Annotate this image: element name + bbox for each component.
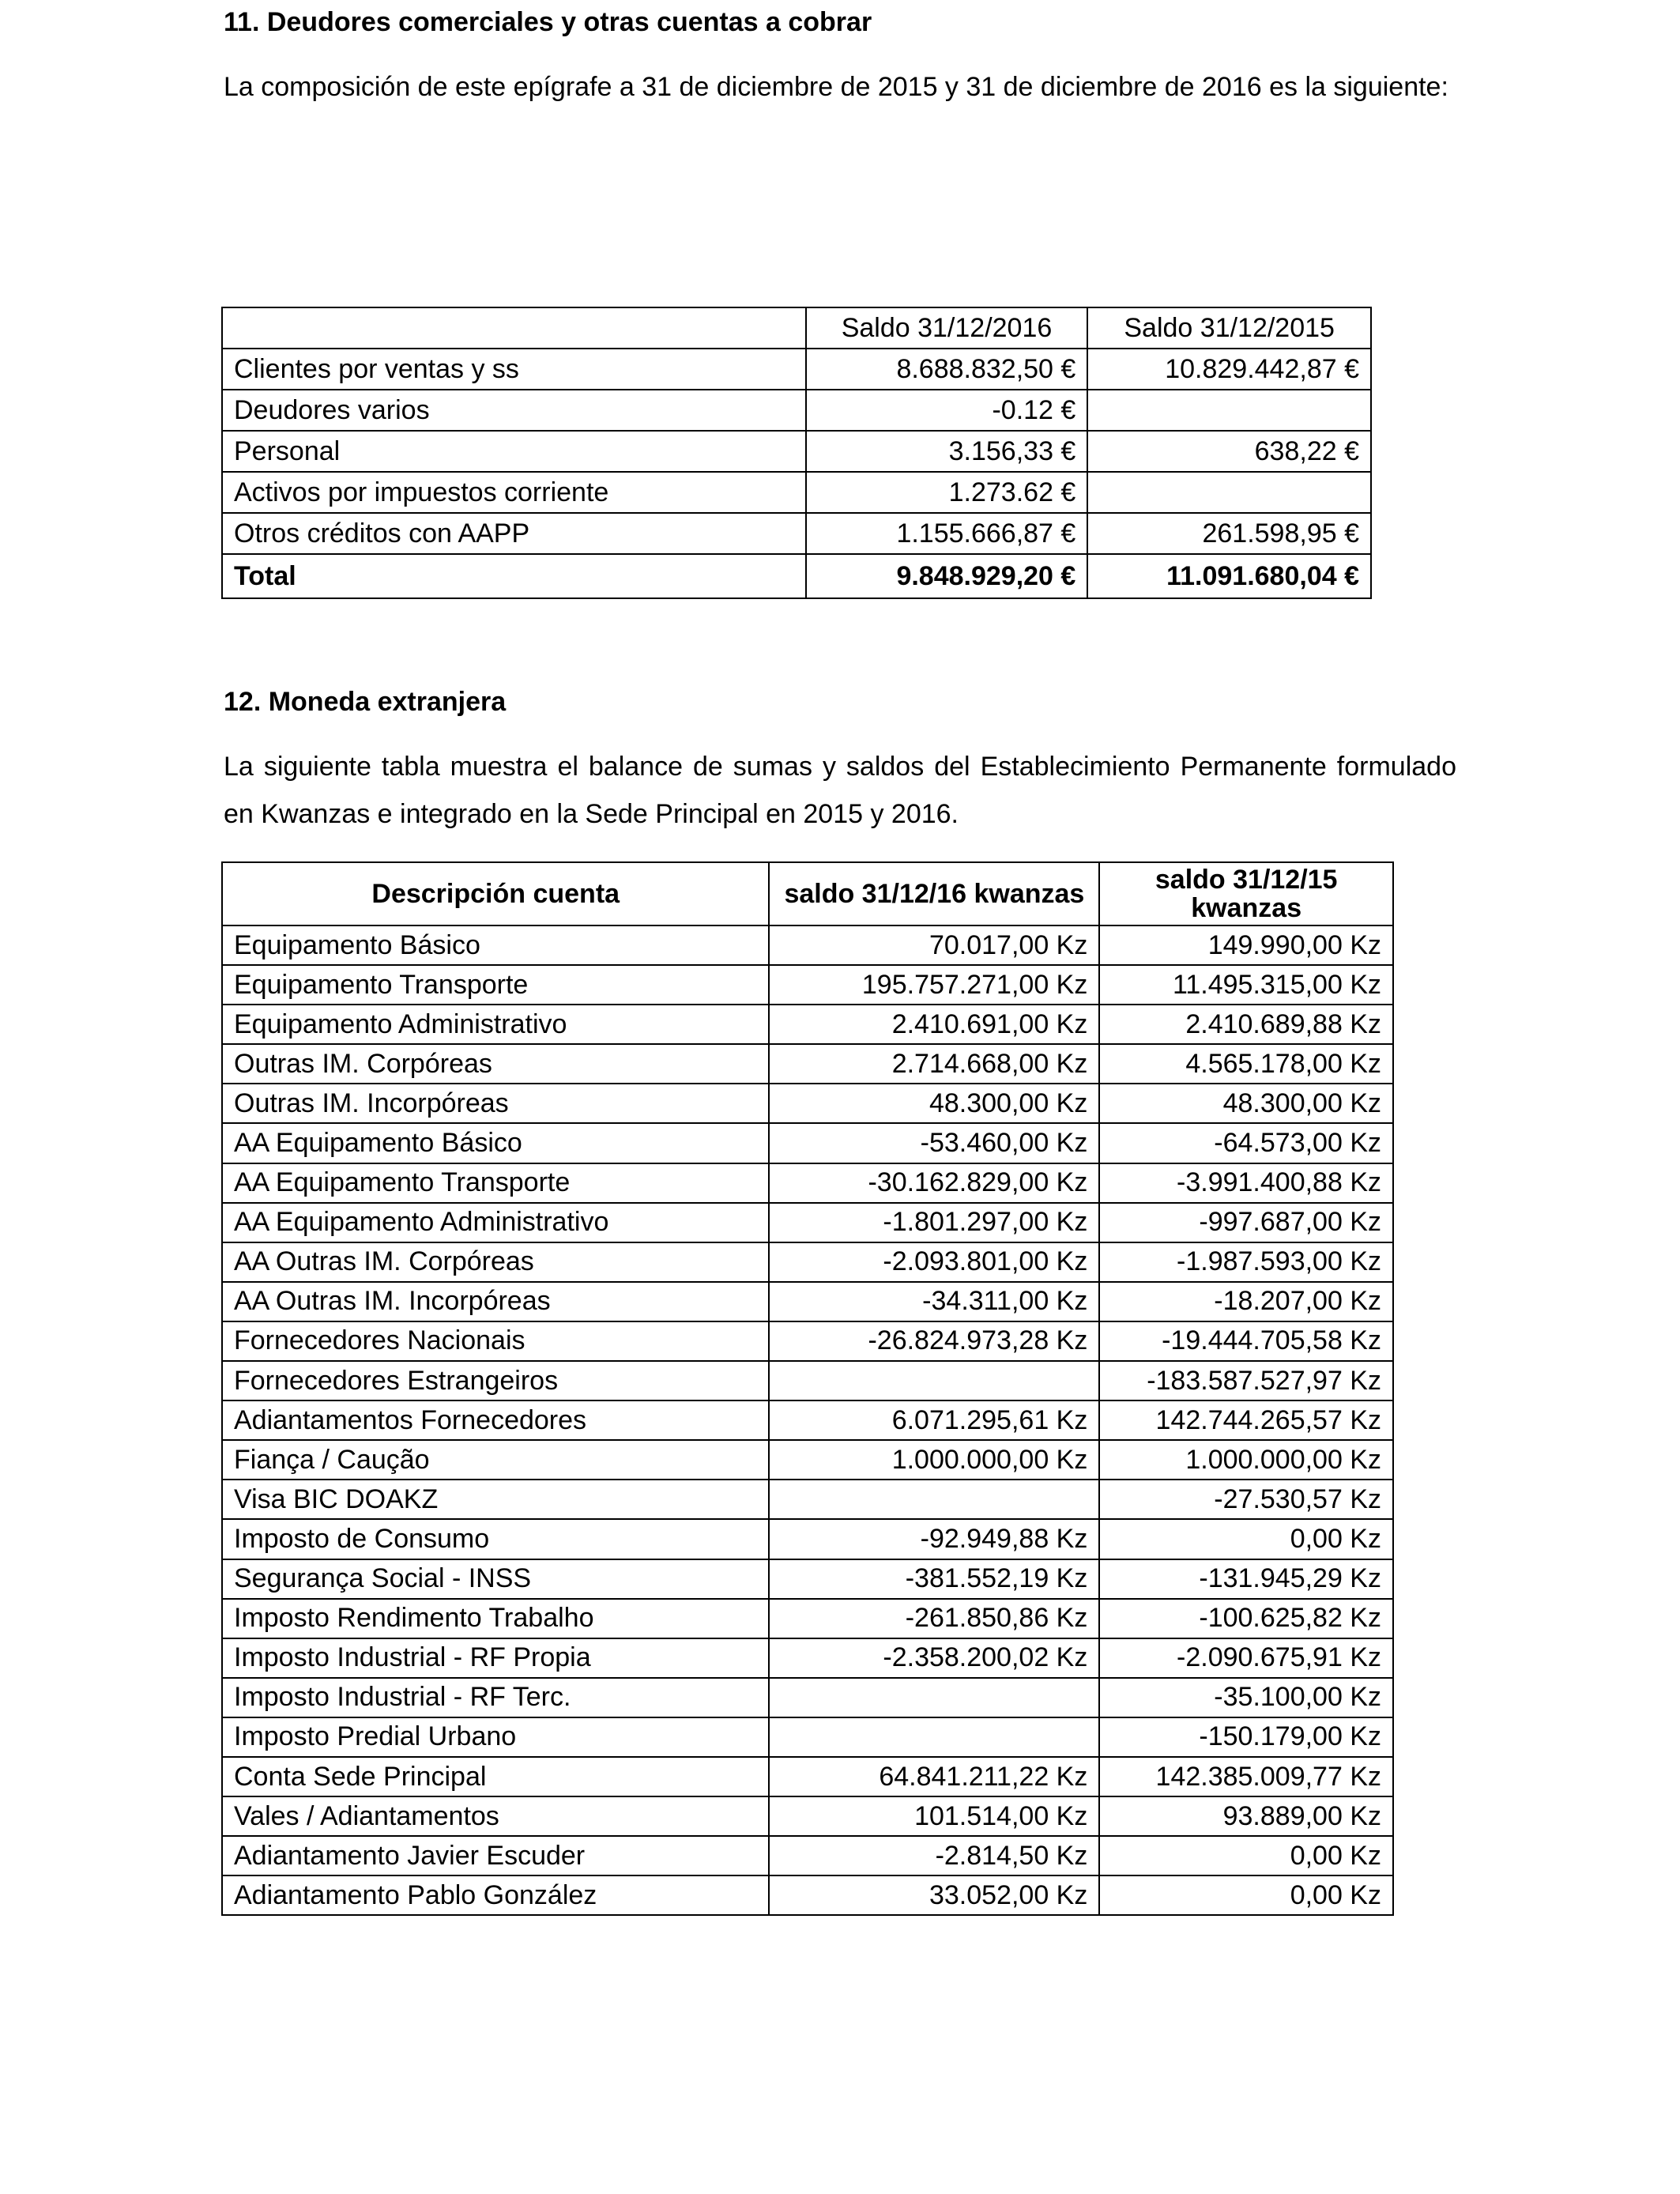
amount-cell: 2.410.691,00 Kz — [769, 1005, 1099, 1044]
table-row — [222, 1123, 1393, 1163]
amount-cell: -3.991.400,88 Kz — [1099, 1163, 1393, 1203]
amount-cell: -2.093.801,00 Kz — [769, 1242, 1099, 1282]
table-row — [222, 1519, 1393, 1559]
amount-cell: -2.090.675,91 Kz — [1099, 1638, 1393, 1678]
amount-cell: 4.565.178,00 Kz — [1099, 1044, 1393, 1084]
amount-cell — [769, 1361, 1099, 1400]
amount-cell — [1087, 472, 1371, 513]
total-label-cell: Total — [222, 554, 806, 598]
amount-cell: -1.987.593,00 Kz — [1099, 1242, 1393, 1282]
amount-cell: 101.514,00 Kz — [769, 1796, 1099, 1836]
table-row — [222, 1796, 1393, 1836]
row-label-cell: Imposto Rendimento Trabalho — [222, 1599, 769, 1638]
row-label-cell: Otros créditos con AAPP — [222, 513, 806, 554]
table-row — [222, 1559, 1393, 1599]
amount-cell: 64.841.211,22 Kz — [769, 1757, 1099, 1796]
table-row — [222, 390, 1371, 431]
amount-cell: 10.829.442,87 € — [1087, 349, 1371, 390]
table-header-row — [222, 862, 1393, 925]
amount-cell: 70.017,00 Kz — [769, 925, 1099, 965]
row-label-cell: Activos por impuestos corriente — [222, 472, 806, 513]
amount-cell: -2.358.200,02 Kz — [769, 1638, 1099, 1678]
row-label-cell: Visa BIC DOAKZ — [222, 1480, 769, 1519]
amount-cell: -27.530,57 Kz — [1099, 1480, 1393, 1519]
table-header-row — [222, 307, 1371, 349]
row-label-cell: Clientes por ventas y ss — [222, 349, 806, 390]
row-label-cell: Imposto de Consumo — [222, 1519, 769, 1559]
amount-cell — [769, 1678, 1099, 1717]
amount-cell: -64.573,00 Kz — [1099, 1123, 1393, 1163]
total-amount-cell: 11.091.680,04 € — [1087, 554, 1371, 598]
amount-cell: 1.273.62 € — [806, 472, 1088, 513]
amount-cell: -19.444.705,58 Kz — [1099, 1321, 1393, 1361]
table-row — [222, 472, 1371, 513]
table-row — [222, 1717, 1393, 1757]
row-label-cell: Equipamento Transporte — [222, 965, 769, 1005]
amount-cell: -53.460,00 Kz — [769, 1123, 1099, 1163]
amount-cell: 1.000.000,00 Kz — [1099, 1440, 1393, 1480]
amount-cell: -100.625,82 Kz — [1099, 1599, 1393, 1638]
row-label-cell: Equipamento Básico — [222, 925, 769, 965]
row-label-cell: Imposto Industrial - RF Terc. — [222, 1678, 769, 1717]
table-row — [222, 1757, 1393, 1796]
total-amount-cell: 9.848.929,20 € — [806, 554, 1088, 598]
row-label-cell: Adiantamento Pablo González — [222, 1875, 769, 1915]
table-row — [222, 513, 1371, 554]
amount-cell: -381.552,19 Kz — [769, 1559, 1099, 1599]
table-row — [222, 1084, 1393, 1123]
table-row — [222, 1203, 1393, 1242]
row-label-cell: Equipamento Administrativo — [222, 1005, 769, 1044]
amount-cell — [769, 1717, 1099, 1757]
table-row — [222, 1282, 1393, 1321]
section-12-heading: 12. Moneda extranjera — [224, 687, 507, 717]
table-row — [222, 349, 1371, 390]
amount-cell: 11.495.315,00 Kz — [1099, 965, 1393, 1005]
amount-cell — [1087, 390, 1371, 431]
amount-cell: 0,00 Kz — [1099, 1836, 1393, 1875]
table-row — [222, 1875, 1393, 1915]
header-cell: Saldo 31/12/2016 — [806, 307, 1088, 349]
table-row — [222, 1400, 1393, 1440]
total-row — [222, 554, 1371, 598]
amount-cell: -183.587.527,97 Kz — [1099, 1361, 1393, 1400]
row-label-cell: AA Outras IM. Incorpóreas — [222, 1282, 769, 1321]
table-row — [222, 1044, 1393, 1084]
table-row — [222, 1836, 1393, 1875]
section-11-intro: La composición de este epígrafe a 31 de diciembre de 2015 y 31 de diciembre de 2016 es la siguiente: — [224, 72, 1448, 102]
receivables-table — [221, 307, 1372, 599]
amount-cell: 6.071.295,61 Kz — [769, 1400, 1099, 1440]
row-label-cell: AA Equipamento Administrativo — [222, 1203, 769, 1242]
amount-cell: 142.744.265,57 Kz — [1099, 1400, 1393, 1440]
header-cell: Saldo 31/12/2015 — [1087, 307, 1371, 349]
row-label-cell: Fiança / Caução — [222, 1440, 769, 1480]
amount-cell: 195.757.271,00 Kz — [769, 965, 1099, 1005]
amount-cell: -261.850,86 Kz — [769, 1599, 1099, 1638]
amount-cell: 142.385.009,77 Kz — [1099, 1757, 1393, 1796]
row-label-cell: Outras IM. Corpóreas — [222, 1044, 769, 1084]
amount-cell: 149.990,00 Kz — [1099, 925, 1393, 965]
row-label-cell: Fornecedores Nacionais — [222, 1321, 769, 1361]
amount-cell: 1.155.666,87 € — [806, 513, 1088, 554]
amount-cell: 0,00 Kz — [1099, 1519, 1393, 1559]
table-row — [222, 965, 1393, 1005]
table-row — [222, 1678, 1393, 1717]
header-cell — [222, 307, 806, 349]
amount-cell — [769, 1480, 1099, 1519]
section-12-intro: La siguiente tabla muestra el balance de sumas y saldos del Establecimiento Permanente formulado en Kwanzas e integrado en la Sede Principal en 2015 y 2016. — [224, 752, 1456, 829]
row-label-cell: Conta Sede Principal — [222, 1757, 769, 1796]
amount-cell: -1.801.297,00 Kz — [769, 1203, 1099, 1242]
row-label-cell: Fornecedores Estrangeiros — [222, 1361, 769, 1400]
amount-cell: 1.000.000,00 Kz — [769, 1440, 1099, 1480]
amount-cell: 261.598,95 € — [1087, 513, 1371, 554]
table-row — [222, 925, 1393, 965]
amount-cell: -92.949,88 Kz — [769, 1519, 1099, 1559]
amount-cell: -0.12 € — [806, 390, 1088, 431]
row-label-cell: Imposto Industrial - RF Propia — [222, 1638, 769, 1678]
amount-cell: 2.410.689,88 Kz — [1099, 1005, 1393, 1044]
row-label-cell: Outras IM. Incorpóreas — [222, 1084, 769, 1123]
header-cell: saldo 31/12/15 kwanzas — [1099, 862, 1393, 925]
amount-cell: -150.179,00 Kz — [1099, 1717, 1393, 1757]
amount-cell: 0,00 Kz — [1099, 1875, 1393, 1915]
table-row — [222, 1005, 1393, 1044]
amount-cell: 8.688.832,50 € — [806, 349, 1088, 390]
amount-cell: 48.300,00 Kz — [769, 1084, 1099, 1123]
row-label-cell: Personal — [222, 431, 806, 472]
table-row — [222, 1638, 1393, 1678]
table-row — [222, 1321, 1393, 1361]
amount-cell: -30.162.829,00 Kz — [769, 1163, 1099, 1203]
table-row — [222, 1163, 1393, 1203]
table-row — [222, 1480, 1393, 1519]
row-label-cell: AA Equipamento Básico — [222, 1123, 769, 1163]
header-cell: saldo 31/12/16 kwanzas — [769, 862, 1099, 925]
amount-cell: 93.889,00 Kz — [1099, 1796, 1393, 1836]
table-row — [222, 1242, 1393, 1282]
amount-cell: 48.300,00 Kz — [1099, 1084, 1393, 1123]
amount-cell: -18.207,00 Kz — [1099, 1282, 1393, 1321]
row-label-cell: Adiantamentos Fornecedores — [222, 1400, 769, 1440]
section-11-heading: 11. Deudores comerciales y otras cuentas a cobrar — [224, 7, 872, 37]
amount-cell: -26.824.973,28 Kz — [769, 1321, 1099, 1361]
row-label-cell: Deudores varios — [222, 390, 806, 431]
row-label-cell: AA Outras IM. Corpóreas — [222, 1242, 769, 1282]
amount-cell: -34.311,00 Kz — [769, 1282, 1099, 1321]
row-label-cell: AA Equipamento Transporte — [222, 1163, 769, 1203]
table-row — [222, 431, 1371, 472]
table-row — [222, 1599, 1393, 1638]
amount-cell: -35.100,00 Kz — [1099, 1678, 1393, 1717]
row-label-cell: Adiantamento Javier Escuder — [222, 1836, 769, 1875]
foreign-currency-table — [221, 861, 1394, 1916]
amount-cell: 2.714.668,00 Kz — [769, 1044, 1099, 1084]
row-label-cell: Vales / Adiantamentos — [222, 1796, 769, 1836]
amount-cell: -2.814,50 Kz — [769, 1836, 1099, 1875]
header-cell: Descripción cuenta — [222, 862, 769, 925]
amount-cell: 3.156,33 € — [806, 431, 1088, 472]
table-row — [222, 1440, 1393, 1480]
amount-cell: -131.945,29 Kz — [1099, 1559, 1393, 1599]
amount-cell: 33.052,00 Kz — [769, 1875, 1099, 1915]
row-label-cell: Segurança Social - INSS — [222, 1559, 769, 1599]
amount-cell: 638,22 € — [1087, 431, 1371, 472]
table-row — [222, 1361, 1393, 1400]
row-label-cell: Imposto Predial Urbano — [222, 1717, 769, 1757]
amount-cell: -997.687,00 Kz — [1099, 1203, 1393, 1242]
